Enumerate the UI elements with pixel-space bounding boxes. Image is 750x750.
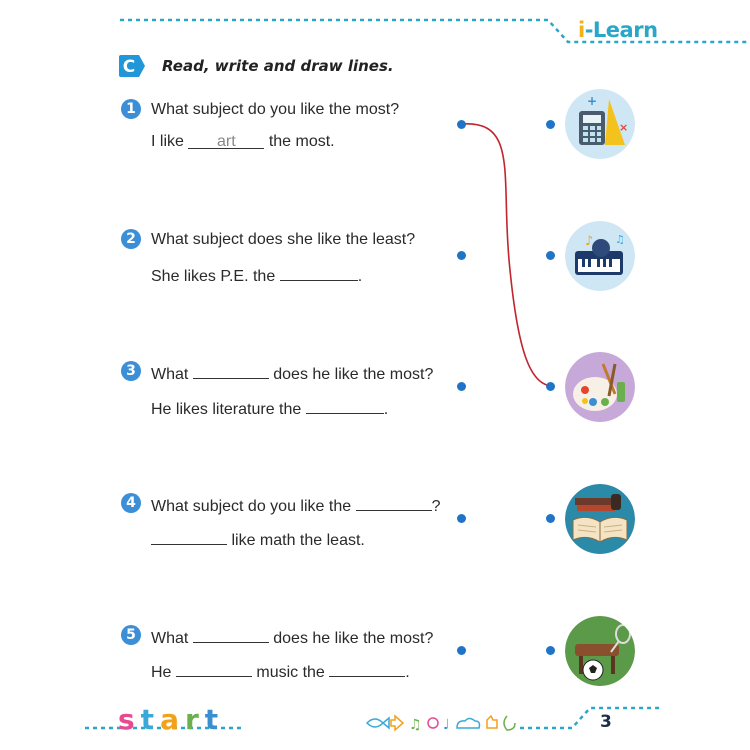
art-icon — [565, 352, 635, 422]
svg-text:♫: ♫ — [409, 717, 422, 733]
page-number: 3 — [600, 712, 612, 732]
question-4-line-1: What subject do you like the ? — [151, 495, 440, 516]
question-2-line-1: What subject does she like the least? — [151, 231, 416, 248]
math-icon — [565, 89, 635, 159]
answer-blank[interactable] — [193, 363, 269, 379]
literature-icon — [565, 484, 635, 554]
match-dot-right-1[interactable] — [546, 120, 555, 129]
footer-doodles — [365, 712, 520, 734]
question-4-line-2: like math the least. — [151, 529, 365, 550]
svg-text:♫: ♫ — [615, 233, 625, 246]
section-instruction: Read, write and draw lines. — [162, 57, 394, 75]
question-3-line-2: He likes literature the . — [151, 398, 388, 419]
answer-blank[interactable] — [193, 627, 269, 643]
brand-logo: i-Learn — [578, 18, 658, 42]
answer-blank[interactable] — [280, 265, 358, 281]
section-letter: C — [122, 57, 136, 77]
question-number-4: 4 — [121, 493, 141, 513]
svg-text:♪: ♪ — [585, 234, 594, 249]
question-5-line-2: He music the . — [151, 661, 410, 682]
match-dot-right-5[interactable] — [546, 646, 555, 655]
question-number-2: 2 — [121, 229, 141, 249]
match-dot-left-3[interactable] — [457, 382, 466, 391]
match-dot-right-2[interactable] — [546, 251, 555, 260]
question-number-1: 1 — [121, 99, 141, 119]
question-number-5: 5 — [121, 625, 141, 645]
match-line — [462, 124, 552, 386]
match-dot-right-4[interactable] — [546, 514, 555, 523]
section-badge — [118, 53, 146, 79]
svg-text:♩: ♩ — [443, 717, 450, 733]
start-word: start — [118, 703, 225, 736]
svg-text:×: × — [619, 121, 629, 134]
question-number-3: 3 — [121, 361, 141, 381]
match-dot-left-1[interactable] — [457, 120, 466, 129]
answer-blank[interactable] — [176, 661, 252, 677]
question-2-line-2: She likes P.E. the . — [151, 265, 362, 286]
svg-text:+: + — [587, 94, 598, 108]
answer-blank[interactable]: art — [188, 133, 264, 149]
answer-blank[interactable] — [356, 495, 432, 511]
question-3-line-1: What does he like the most? — [151, 363, 433, 384]
match-dot-left-2[interactable] — [457, 251, 466, 260]
question-1-line-2: I like art the most. — [151, 133, 335, 150]
match-dot-left-4[interactable] — [457, 514, 466, 523]
pe-icon — [565, 616, 635, 686]
question-5-line-1: What does he like the most? — [151, 627, 433, 648]
match-dot-right-3[interactable] — [546, 382, 555, 391]
question-1-line-1: What subject do you like the most? — [151, 101, 400, 118]
match-dot-left-5[interactable] — [457, 646, 466, 655]
answer-blank[interactable] — [306, 398, 384, 414]
music-icon — [565, 221, 635, 291]
answer-blank[interactable] — [151, 529, 227, 545]
answer-blank[interactable] — [329, 661, 405, 677]
